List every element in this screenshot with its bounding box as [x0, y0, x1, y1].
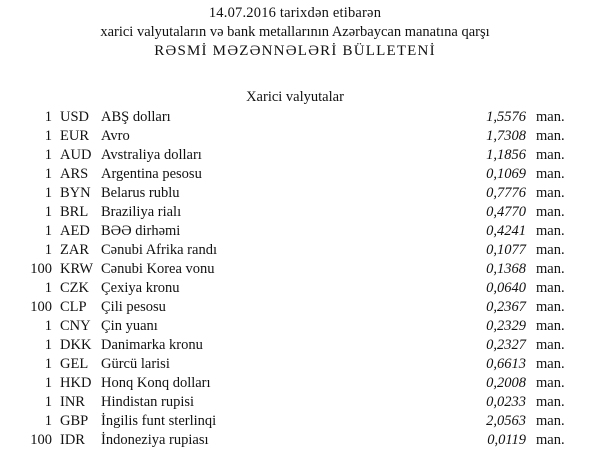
unit-count: 100 [30, 261, 52, 277]
section-title: Xarici valyutalar [246, 89, 344, 105]
exchange-rate: 0,6613 [486, 356, 526, 372]
rate-currency: man. [536, 280, 565, 296]
rate-currency: man. [536, 356, 565, 372]
exchange-rate: 0,1077 [486, 242, 526, 258]
rate-row [0, 260, 590, 279]
currency-name: Danimarka kronu [101, 337, 203, 353]
rate-currency: man. [536, 375, 565, 391]
currency-code: INR [60, 394, 85, 410]
currency-code: CLP [60, 299, 87, 315]
currency-name: Çili pesosu [101, 299, 166, 315]
unit-count: 1 [44, 318, 52, 334]
rate-currency: man. [536, 204, 565, 220]
unit-count: 1 [44, 413, 52, 429]
exchange-rate: 0,2329 [486, 318, 526, 334]
currency-name: Avstraliya dolları [101, 147, 202, 163]
exchange-rate: 0,4770 [486, 204, 526, 220]
rate-row [0, 108, 590, 127]
currency-name: Gürcü larisi [101, 356, 170, 372]
rate-currency: man. [536, 318, 565, 334]
currency-name: Hindistan rupisi [101, 394, 195, 410]
currency-code: BRL [60, 204, 89, 220]
rate-currency: man. [536, 242, 565, 258]
exchange-rate: 1,5576 [486, 109, 526, 125]
currency-name: Braziliya rialı [101, 204, 182, 220]
rate-currency: man. [536, 109, 565, 125]
rate-currency: man. [536, 299, 565, 315]
rate-row [0, 393, 590, 412]
unit-count: 1 [44, 128, 52, 144]
rate-row [0, 355, 590, 374]
unit-count: 1 [44, 280, 52, 296]
unit-count: 1 [44, 356, 52, 372]
rate-row [0, 222, 590, 241]
rate-currency: man. [536, 337, 565, 353]
currency-name: Cənubi Korea vonu [101, 261, 215, 277]
exchange-rate: 0,2327 [486, 337, 526, 353]
unit-count: 100 [30, 432, 52, 448]
rate-row [0, 203, 590, 222]
unit-count: 1 [44, 223, 52, 239]
unit-count: 1 [44, 394, 52, 410]
rate-row [0, 317, 590, 336]
unit-count: 1 [44, 204, 52, 220]
unit-count: 1 [44, 242, 52, 258]
currency-code: BYN [60, 185, 91, 201]
exchange-rate: 0,0233 [486, 394, 526, 410]
currency-code: USD [60, 109, 90, 125]
currency-name: Argentina pesosu [101, 166, 202, 182]
currency-name: Çexiya kronu [101, 280, 180, 296]
rate-currency: man. [536, 261, 565, 277]
rate-currency: man. [536, 166, 565, 182]
exchange-rate: 0,4241 [486, 223, 526, 239]
rate-currency: man. [536, 185, 565, 201]
currency-code: AED [60, 223, 90, 239]
unit-count: 1 [44, 337, 52, 353]
exchange-rate: 0,0640 [486, 280, 526, 296]
unit-count: 1 [44, 109, 52, 125]
rate-row [0, 374, 590, 393]
currency-code: CNY [60, 318, 91, 334]
currency-name: ABŞ dolları [101, 109, 171, 125]
rate-row [0, 431, 590, 450]
rate-currency: man. [536, 413, 565, 429]
unit-count: 1 [44, 166, 52, 182]
currency-code: EUR [60, 128, 89, 144]
bulletin-date: 14.07.2016 tarixdən etibarən [208, 5, 382, 21]
rate-row [0, 184, 590, 203]
currency-code: GBP [60, 413, 89, 429]
currency-code: ZAR [60, 242, 89, 258]
rate-currency: man. [536, 223, 565, 239]
rate-row [0, 146, 590, 165]
currency-code: HKD [60, 375, 92, 391]
currency-code: KRW [60, 261, 94, 277]
currency-name: Çin yuanı [101, 318, 158, 334]
currency-name: Avro [101, 128, 130, 144]
unit-count: 100 [30, 299, 52, 315]
unit-count: 1 [44, 185, 52, 201]
rate-row [0, 336, 590, 355]
currency-name: Belarus rublu [101, 185, 180, 201]
rate-row [0, 241, 590, 260]
exchange-rate: 2,0563 [486, 413, 526, 429]
currency-name: İngilis funt sterlinqi [101, 413, 217, 429]
currency-code: AUD [60, 147, 92, 163]
rate-currency: man. [536, 394, 565, 410]
rate-row [0, 165, 590, 184]
currency-code: DKK [60, 337, 92, 353]
currency-code: IDR [60, 432, 85, 448]
exchange-rate: 1,7308 [486, 128, 526, 144]
rate-row [0, 127, 590, 146]
exchange-rate: 0,0119 [487, 432, 526, 448]
unit-count: 1 [44, 375, 52, 391]
currency-name: Cənubi Afrika randı [101, 242, 217, 258]
rate-currency: man. [536, 432, 565, 448]
unit-count: 1 [44, 147, 52, 163]
rate-row [0, 298, 590, 317]
rate-row [0, 279, 590, 298]
currency-code: ARS [60, 166, 89, 182]
bulletin-title: RƏSMİ MƏZƏNNƏLƏRİ BÜLLETENİ [154, 43, 436, 59]
exchange-rate: 0,1069 [486, 166, 526, 182]
rates-table [0, 108, 590, 450]
currency-name: Honq Konq dolları [101, 375, 211, 391]
exchange-rate: 0,7776 [486, 185, 526, 201]
rate-row [0, 412, 590, 431]
exchange-rate: 0,2367 [486, 299, 526, 315]
exchange-rate: 1,1856 [486, 147, 526, 163]
currency-name: BƏƏ dirhəmi [101, 223, 181, 239]
exchange-rate: 0,1368 [486, 261, 526, 277]
bulletin-subtitle: xarici valyutaların və bank metallarının Azərbaycan manatına qarşı [100, 24, 490, 40]
rate-currency: man. [536, 128, 565, 144]
currency-name: İndoneziya rupiası [101, 432, 209, 448]
exchange-rate: 0,2008 [486, 375, 526, 391]
currency-code: GEL [60, 356, 89, 372]
rate-currency: man. [536, 147, 565, 163]
currency-code: CZK [60, 280, 89, 296]
